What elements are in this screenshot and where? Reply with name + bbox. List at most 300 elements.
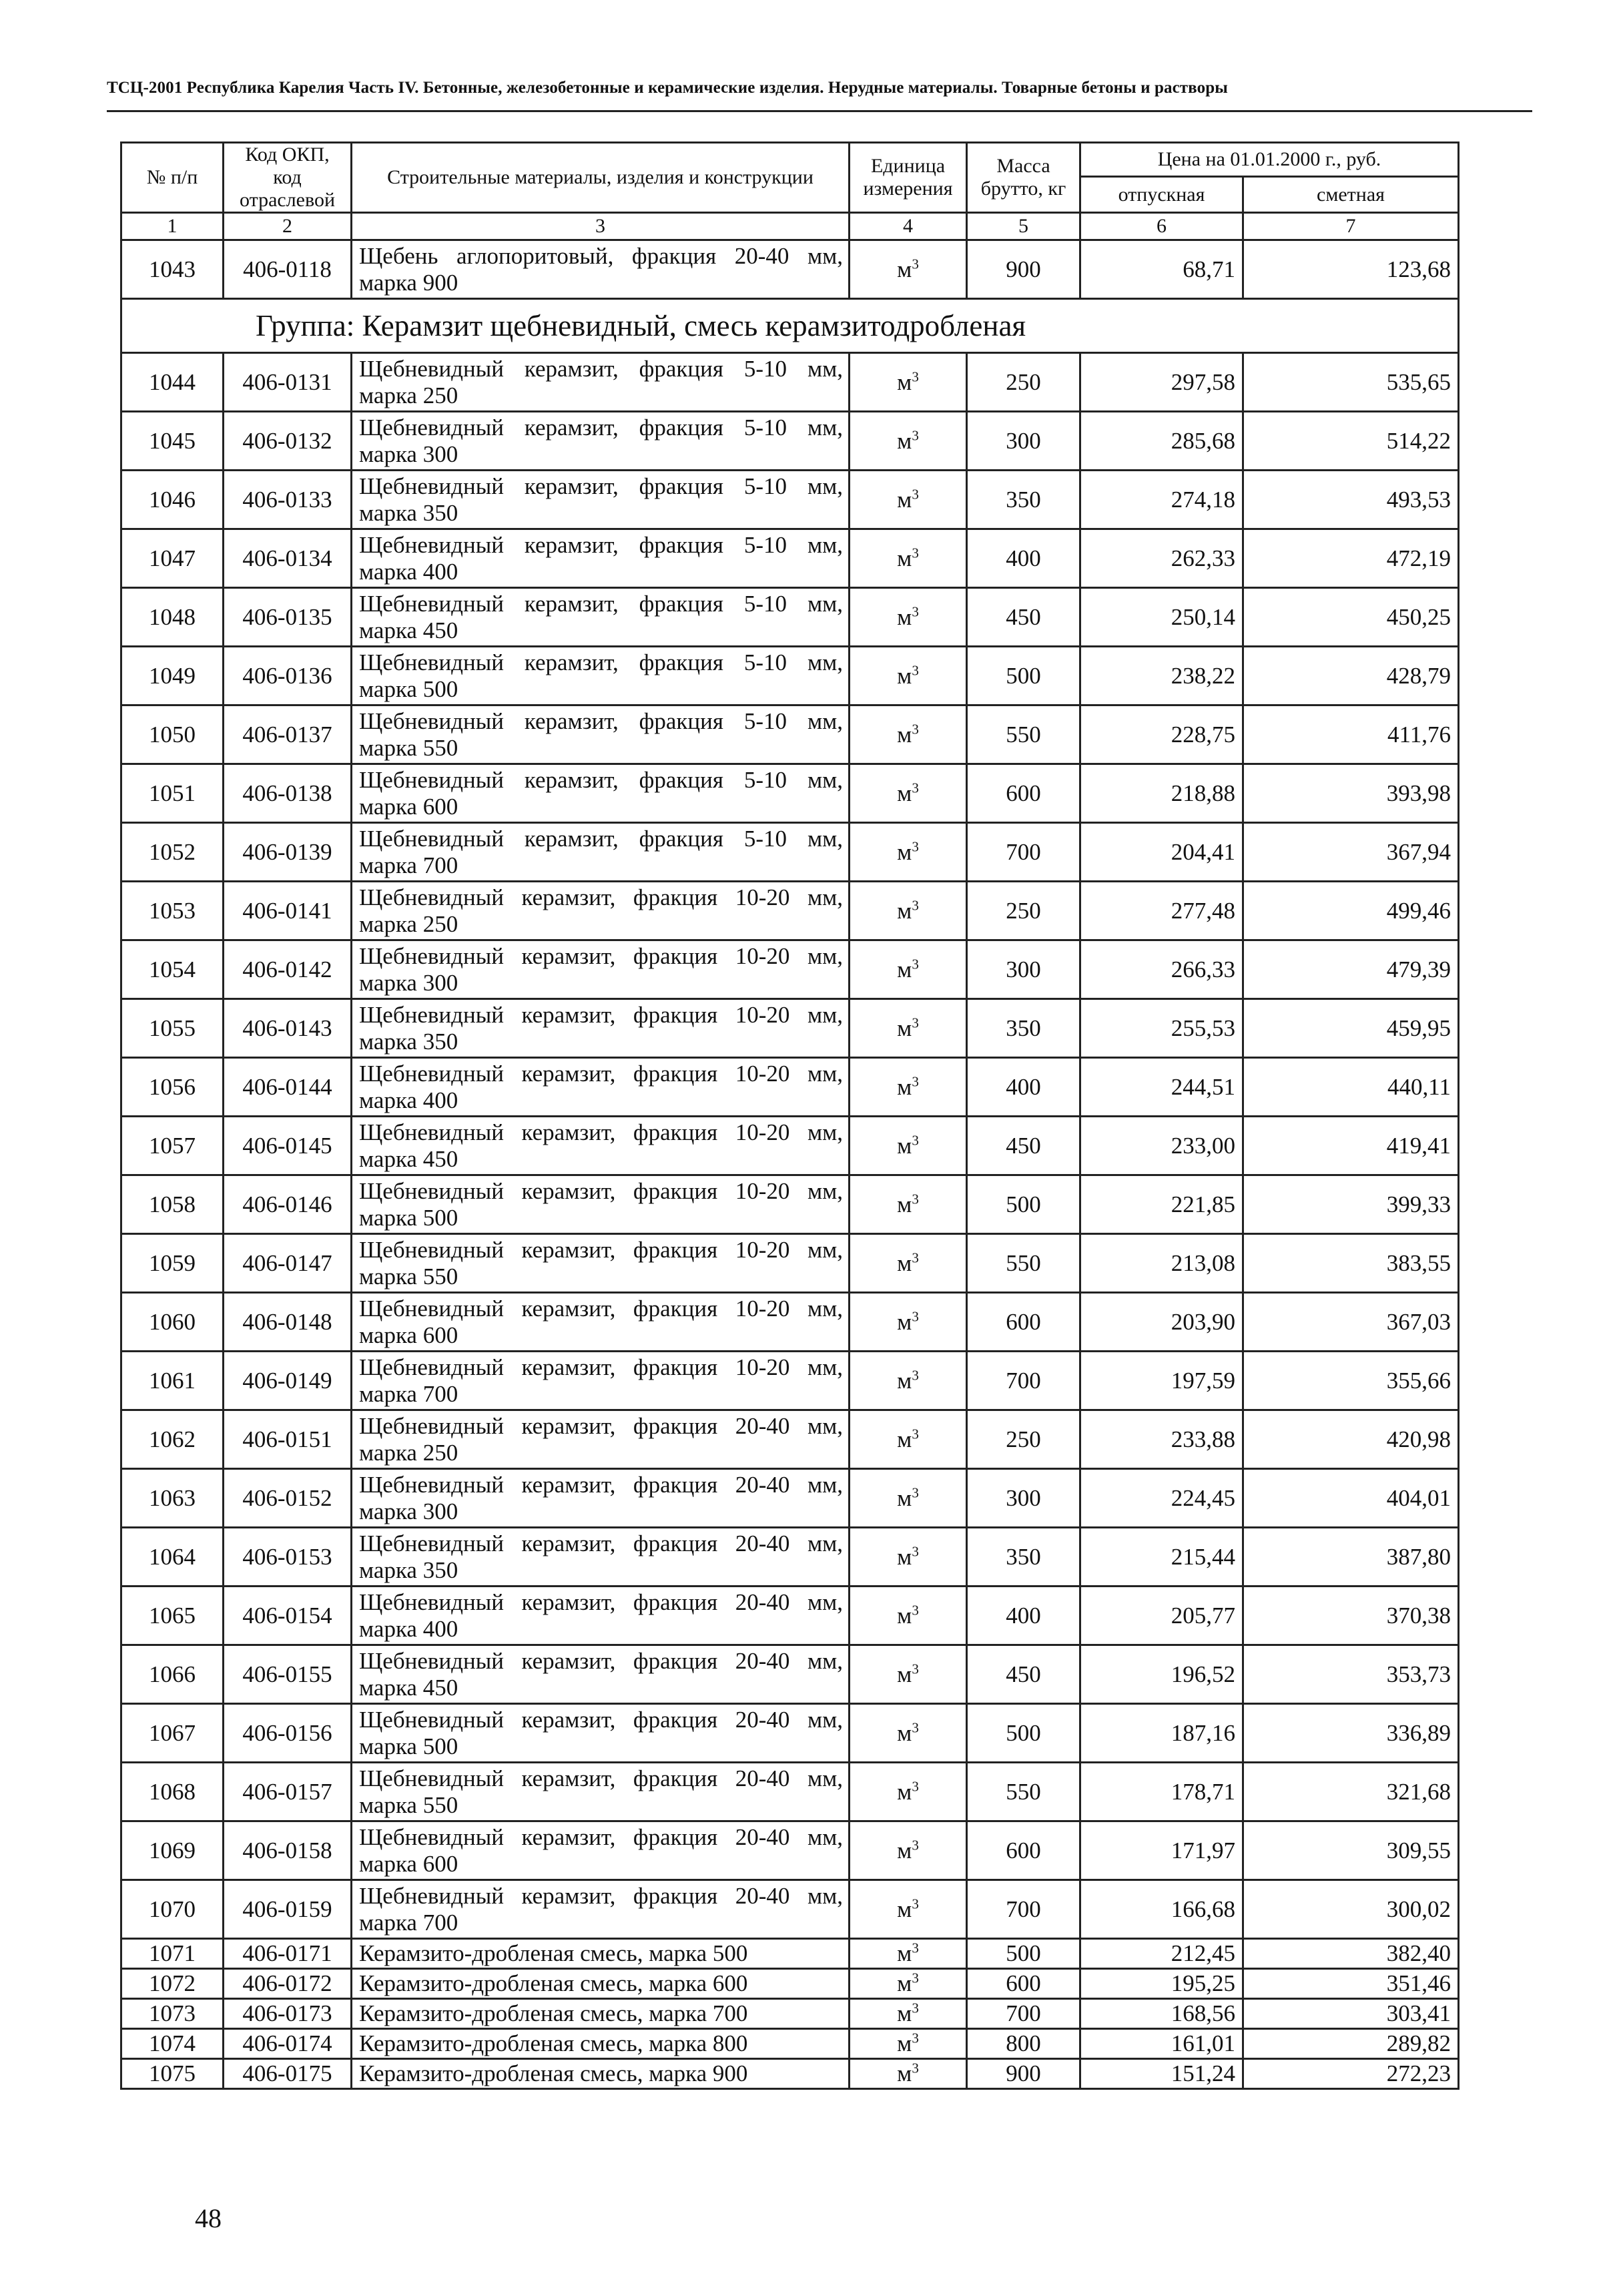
unit-base: м xyxy=(897,256,912,282)
cell-price-release: 238,22 xyxy=(1080,647,1243,705)
table-row xyxy=(121,353,1459,412)
cell-name: Щебневидный керамзит, фракция 20-40 мм, марка 700 xyxy=(352,1880,850,1939)
cell-num: 1054 xyxy=(121,940,224,999)
unit-exponent: 3 xyxy=(912,2030,919,2046)
table-row xyxy=(121,1587,1459,1645)
cell-code: 406-0134 xyxy=(224,529,352,588)
cell-price-release: 205,77 xyxy=(1080,1587,1243,1645)
unit-base: м xyxy=(897,486,912,513)
cell-num: 1060 xyxy=(121,1293,224,1352)
cell-code: 406-0151 xyxy=(224,1410,352,1469)
unit-base: м xyxy=(897,2060,912,2086)
unit-base: м xyxy=(897,2000,912,2026)
cell-num: 1053 xyxy=(121,882,224,940)
cell-price-release: 196,52 xyxy=(1080,1645,1243,1704)
cell-mass: 250 xyxy=(967,882,1080,940)
cell-price-release: 187,16 xyxy=(1080,1704,1243,1763)
cell-num: 1055 xyxy=(121,999,224,1058)
cell-num: 1072 xyxy=(121,1969,224,1999)
cell-num: 1046 xyxy=(121,471,224,529)
column-number: 6 xyxy=(1080,213,1243,240)
cell-unit xyxy=(850,1293,967,1352)
page-number: 48 xyxy=(195,2203,222,2233)
cell-name: Керамзито-дробленая смесь, марка 600 xyxy=(352,1969,850,1999)
cell-mass: 800 xyxy=(967,2029,1080,2059)
cell-code: 406-0137 xyxy=(224,705,352,764)
cell-price-release: 250,14 xyxy=(1080,588,1243,647)
cell-num: 1066 xyxy=(121,1645,224,1704)
unit-exponent: 3 xyxy=(912,661,919,678)
table-row xyxy=(121,1058,1459,1117)
cell-name: Щебневидный керамзит, фракция 20-40 мм, марка 350 xyxy=(352,1528,850,1587)
cell-price-estimate: 411,76 xyxy=(1243,705,1459,764)
unit-base: м xyxy=(897,427,912,454)
cell-code: 406-0156 xyxy=(224,1704,352,1763)
cell-unit xyxy=(850,2029,967,2059)
unit-base: м xyxy=(897,1132,912,1159)
cell-name: Щебневидный керамзит, фракция 10-20 мм, марка 450 xyxy=(352,1117,850,1175)
cell-price-estimate: 479,39 xyxy=(1243,940,1459,999)
cell-mass: 400 xyxy=(967,1587,1080,1645)
table-row xyxy=(121,1821,1459,1880)
cell-name: Щебневидный керамзит, фракция 5-10 мм, марка 700 xyxy=(352,823,850,882)
column-number: 1 xyxy=(121,213,224,240)
cell-price-release: 161,01 xyxy=(1080,2029,1243,2059)
unit-base: м xyxy=(897,1367,912,1394)
table-row xyxy=(121,940,1459,999)
cell-unit xyxy=(850,1175,967,1234)
unit-base: м xyxy=(897,603,912,630)
table-row xyxy=(121,1469,1459,1528)
cell-price-estimate: 493,53 xyxy=(1243,471,1459,529)
unit-exponent: 3 xyxy=(912,544,919,561)
unit-exponent: 3 xyxy=(912,1660,919,1677)
unit-base: м xyxy=(897,897,912,924)
cell-price-release: 255,53 xyxy=(1080,999,1243,1058)
cell-mass: 550 xyxy=(967,1234,1080,1293)
cell-num: 1065 xyxy=(121,1587,224,1645)
cell-num: 1068 xyxy=(121,1763,224,1821)
cell-price-estimate: 404,01 xyxy=(1243,1469,1459,1528)
unit-exponent: 3 xyxy=(912,1777,919,1794)
cell-unit xyxy=(850,471,967,529)
cell-price-estimate: 353,73 xyxy=(1243,1645,1459,1704)
column-number: 2 xyxy=(224,213,352,240)
cell-unit xyxy=(850,940,967,999)
unit-base: м xyxy=(897,2030,912,2056)
table-row xyxy=(121,1117,1459,1175)
unit-exponent: 3 xyxy=(912,955,919,972)
cell-name: Щебневидный керамзит, фракция 5-10 мм, марка 250 xyxy=(352,353,850,412)
cell-code: 406-0149 xyxy=(224,1352,352,1410)
cell-name: Щебневидный керамзит, фракция 20-40 мм, марка 550 xyxy=(352,1763,850,1821)
cell-name: Щебневидный керамзит, фракция 10-20 мм, марка 550 xyxy=(352,1234,850,1293)
table-row xyxy=(121,1293,1459,1352)
table-row xyxy=(121,823,1459,882)
unit-exponent: 3 xyxy=(912,1484,919,1500)
cell-name: Щебневидный керамзит, фракция 20-40 мм, марка 450 xyxy=(352,1645,850,1704)
cell-price-release: 244,51 xyxy=(1080,1058,1243,1117)
cell-code: 406-0171 xyxy=(224,1939,352,1969)
cell-mass: 300 xyxy=(967,940,1080,999)
table-row xyxy=(121,764,1459,823)
cell-unit xyxy=(850,1234,967,1293)
column-number: 4 xyxy=(850,213,967,240)
cell-name: Щебневидный керамзит, фракция 10-20 мм, марка 500 xyxy=(352,1175,850,1234)
unit-base: м xyxy=(897,1719,912,1746)
cell-code: 406-0155 xyxy=(224,1645,352,1704)
cell-num: 1064 xyxy=(121,1528,224,1587)
unit-base: м xyxy=(897,1191,912,1217)
cell-mass: 300 xyxy=(967,1469,1080,1528)
cell-mass: 350 xyxy=(967,471,1080,529)
unit-exponent: 3 xyxy=(912,720,919,737)
cell-price-release: 233,88 xyxy=(1080,1410,1243,1469)
cell-mass: 500 xyxy=(967,1175,1080,1234)
cell-num: 1070 xyxy=(121,1880,224,1939)
cell-name: Керамзито-дробленая смесь, марка 700 xyxy=(352,1999,850,2029)
cell-price-estimate: 499,46 xyxy=(1243,882,1459,940)
cell-price-release: 277,48 xyxy=(1080,882,1243,940)
cell-price-release: 68,71 xyxy=(1080,240,1243,299)
cell-name: Щебневидный керамзит, фракция 10-20 мм, марка 400 xyxy=(352,1058,850,1117)
table-row xyxy=(121,1969,1459,1999)
unit-base: м xyxy=(897,1484,912,1511)
cell-mass: 600 xyxy=(967,1969,1080,1999)
cell-mass: 550 xyxy=(967,705,1080,764)
cell-unit xyxy=(850,764,967,823)
table-row xyxy=(121,1999,1459,2029)
cell-price-release: 218,88 xyxy=(1080,764,1243,823)
cell-code: 406-0138 xyxy=(224,764,352,823)
cell-mass: 600 xyxy=(967,1293,1080,1352)
cell-name: Щебневидный керамзит, фракция 10-20 мм, марка 350 xyxy=(352,999,850,1058)
cell-name: Щебневидный керамзит, фракция 5-10 мм, марка 400 xyxy=(352,529,850,588)
unit-base: м xyxy=(897,662,912,689)
cell-price-estimate: 535,65 xyxy=(1243,353,1459,412)
table-row xyxy=(121,1645,1459,1704)
cell-unit xyxy=(850,1058,967,1117)
unit-exponent: 3 xyxy=(912,779,919,796)
cell-price-release: 221,85 xyxy=(1080,1175,1243,1234)
cell-code: 406-0147 xyxy=(224,1234,352,1293)
cell-price-estimate: 289,82 xyxy=(1243,2029,1459,2059)
cell-code: 406-0174 xyxy=(224,2029,352,2059)
unit-exponent: 3 xyxy=(912,1308,919,1324)
unit-base: м xyxy=(897,1837,912,1863)
running-header: ТСЦ-2001 Республика Карелия Часть IV. Бетонные, железобетонные и керамические изделия. Нерудные материалы. Товарные бетоны и растворы xyxy=(107,79,1228,97)
table-row xyxy=(121,1880,1459,1939)
cell-unit xyxy=(850,1821,967,1880)
cell-unit xyxy=(850,412,967,471)
unit-base: м xyxy=(897,368,912,395)
cell-unit xyxy=(850,1939,967,1969)
unit-exponent: 3 xyxy=(912,1719,919,1735)
cell-num: 1059 xyxy=(121,1234,224,1293)
cell-price-release: 266,33 xyxy=(1080,940,1243,999)
cell-mass: 350 xyxy=(967,1528,1080,1587)
cell-price-estimate: 420,98 xyxy=(1243,1410,1459,1469)
cell-unit xyxy=(850,1410,967,1469)
cell-mass: 700 xyxy=(967,1880,1080,1939)
cell-mass: 700 xyxy=(967,1352,1080,1410)
cell-unit xyxy=(850,882,967,940)
cell-num: 1075 xyxy=(121,2059,224,2089)
cell-name: Щебневидный керамзит, фракция 10-20 мм, марка 600 xyxy=(352,1293,850,1352)
cell-num: 1073 xyxy=(121,1999,224,2029)
cell-price-estimate: 321,68 xyxy=(1243,1763,1459,1821)
unit-exponent: 3 xyxy=(912,1014,919,1031)
cell-name: Керамзито-дробленая смесь, марка 500 xyxy=(352,1939,850,1969)
header-price-release: отпускная xyxy=(1080,177,1243,213)
cell-price-estimate: 351,46 xyxy=(1243,1969,1459,1999)
cell-num: 1044 xyxy=(121,353,224,412)
cell-name: Щебневидный керамзит, фракция 20-40 мм, марка 400 xyxy=(352,1587,850,1645)
unit-base: м xyxy=(897,1073,912,1100)
cell-code: 406-0141 xyxy=(224,882,352,940)
cell-price-estimate: 383,55 xyxy=(1243,1234,1459,1293)
cell-mass: 400 xyxy=(967,1058,1080,1117)
cell-name: Щебневидный керамзит, фракция 5-10 мм, марка 350 xyxy=(352,471,850,529)
unit-exponent: 3 xyxy=(912,1425,919,1442)
cell-unit xyxy=(850,1763,967,1821)
cell-code: 406-0136 xyxy=(224,647,352,705)
unit-exponent: 3 xyxy=(912,896,919,913)
cell-unit xyxy=(850,1352,967,1410)
header-name: Строительные материалы, изделия и конструкции xyxy=(352,143,850,213)
cell-price-estimate: 355,66 xyxy=(1243,1352,1459,1410)
cell-code: 406-0157 xyxy=(224,1763,352,1821)
header-code: Код ОКП, код отраслевой xyxy=(224,143,352,213)
header-price-estimate: сметная xyxy=(1243,177,1459,213)
cell-num: 1067 xyxy=(121,1704,224,1763)
unit-exponent: 3 xyxy=(912,2000,919,2016)
cell-code: 406-0118 xyxy=(224,240,352,299)
table-row xyxy=(121,647,1459,705)
cell-unit xyxy=(850,1880,967,1939)
unit-exponent: 3 xyxy=(912,1366,919,1383)
table-row xyxy=(121,1234,1459,1293)
cell-price-release: 224,45 xyxy=(1080,1469,1243,1528)
unit-base: м xyxy=(897,956,912,982)
unit-base: м xyxy=(897,1426,912,1452)
cell-unit xyxy=(850,999,967,1058)
cell-num: 1048 xyxy=(121,588,224,647)
unit-exponent: 3 xyxy=(912,368,919,384)
cell-mass: 250 xyxy=(967,1410,1080,1469)
cell-mass: 400 xyxy=(967,529,1080,588)
cell-price-estimate: 428,79 xyxy=(1243,647,1459,705)
cell-name: Щебневидный керамзит, фракция 10-20 мм, марка 300 xyxy=(352,940,850,999)
cell-num: 1050 xyxy=(121,705,224,764)
cell-name: Щебневидный керамзит, фракция 20-40 мм, марка 300 xyxy=(352,1469,850,1528)
cell-unit xyxy=(850,2059,967,2089)
cell-price-release: 171,97 xyxy=(1080,1821,1243,1880)
cell-code: 406-0132 xyxy=(224,412,352,471)
cell-price-estimate: 123,68 xyxy=(1243,240,1459,299)
cell-price-release: 178,71 xyxy=(1080,1763,1243,1821)
cell-price-estimate: 440,11 xyxy=(1243,1058,1459,1117)
cell-price-release: 204,41 xyxy=(1080,823,1243,882)
unit-base: м xyxy=(897,838,912,865)
group-row xyxy=(121,299,1459,353)
unit-base: м xyxy=(897,1015,912,1041)
cell-mass: 350 xyxy=(967,999,1080,1058)
cell-num: 1074 xyxy=(121,2029,224,2059)
cell-code: 406-0145 xyxy=(224,1117,352,1175)
unit-exponent: 3 xyxy=(912,1601,919,1618)
cell-price-release: 203,90 xyxy=(1080,1293,1243,1352)
header-mass: Масса брутто, кг xyxy=(967,143,1080,213)
cell-code: 406-0153 xyxy=(224,1528,352,1587)
table-row xyxy=(121,240,1459,299)
table-row xyxy=(121,1175,1459,1234)
cell-price-estimate: 367,03 xyxy=(1243,1293,1459,1352)
cell-name: Щебневидный керамзит, фракция 20-40 мм, марка 500 xyxy=(352,1704,850,1763)
cell-price-estimate: 387,80 xyxy=(1243,1528,1459,1587)
table-row xyxy=(121,412,1459,471)
unit-exponent: 3 xyxy=(912,1940,919,1956)
cell-num: 1049 xyxy=(121,647,224,705)
table-row xyxy=(121,1410,1459,1469)
cell-price-estimate: 309,55 xyxy=(1243,1821,1459,1880)
cell-num: 1052 xyxy=(121,823,224,882)
cell-mass: 450 xyxy=(967,588,1080,647)
cell-unit xyxy=(850,529,967,588)
unit-exponent: 3 xyxy=(912,1895,919,1912)
cell-price-release: 262,33 xyxy=(1080,529,1243,588)
cell-price-estimate: 382,40 xyxy=(1243,1939,1459,1969)
cell-mass: 450 xyxy=(967,1645,1080,1704)
cell-price-release: 215,44 xyxy=(1080,1528,1243,1587)
unit-exponent: 3 xyxy=(912,1190,919,1207)
cell-price-release: 297,58 xyxy=(1080,353,1243,412)
cell-unit xyxy=(850,588,967,647)
cell-name: Щебневидный керамзит, фракция 5-10 мм, марка 550 xyxy=(352,705,850,764)
cell-code: 406-0172 xyxy=(224,1969,352,1999)
column-number: 5 xyxy=(967,213,1080,240)
cell-num: 1061 xyxy=(121,1352,224,1410)
cell-mass: 250 xyxy=(967,353,1080,412)
cell-unit xyxy=(850,1117,967,1175)
unit-exponent: 3 xyxy=(912,1970,919,1986)
cell-code: 406-0131 xyxy=(224,353,352,412)
unit-base: м xyxy=(897,1249,912,1276)
column-number: 3 xyxy=(352,213,850,240)
cell-num: 1058 xyxy=(121,1175,224,1234)
unit-base: м xyxy=(897,1602,912,1629)
cell-price-release: 285,68 xyxy=(1080,412,1243,471)
cell-unit xyxy=(850,1528,967,1587)
cell-code: 406-0142 xyxy=(224,940,352,999)
unit-exponent: 3 xyxy=(912,1836,919,1853)
cell-mass: 500 xyxy=(967,647,1080,705)
unit-base: м xyxy=(897,1543,912,1570)
cell-code: 406-0139 xyxy=(224,823,352,882)
cell-name: Щебневидный керамзит, фракция 10-20 мм, марка 250 xyxy=(352,882,850,940)
cell-price-estimate: 336,89 xyxy=(1243,1704,1459,1763)
cell-unit xyxy=(850,353,967,412)
cell-price-release: 166,68 xyxy=(1080,1880,1243,1939)
cell-mass: 700 xyxy=(967,1999,1080,2029)
table-row xyxy=(121,588,1459,647)
cell-price-release: 213,08 xyxy=(1080,1234,1243,1293)
table-row xyxy=(121,1352,1459,1410)
cell-price-estimate: 514,22 xyxy=(1243,412,1459,471)
cell-code: 406-0144 xyxy=(224,1058,352,1117)
price-table xyxy=(120,141,1460,2090)
cell-mass: 450 xyxy=(967,1117,1080,1175)
cell-price-release: 212,45 xyxy=(1080,1939,1243,1969)
unit-base: м xyxy=(897,1308,912,1335)
cell-price-estimate: 459,95 xyxy=(1243,999,1459,1058)
cell-price-estimate: 272,23 xyxy=(1243,2059,1459,2089)
cell-mass: 700 xyxy=(967,823,1080,882)
column-number-row xyxy=(121,213,1459,240)
cell-mass: 900 xyxy=(967,240,1080,299)
unit-base: м xyxy=(897,545,912,571)
cell-code: 406-0158 xyxy=(224,1821,352,1880)
cell-num: 1071 xyxy=(121,1939,224,1969)
cell-num: 1062 xyxy=(121,1410,224,1469)
cell-unit xyxy=(850,647,967,705)
cell-price-estimate: 300,02 xyxy=(1243,1880,1459,1939)
unit-exponent: 3 xyxy=(912,838,919,854)
cell-price-estimate: 472,19 xyxy=(1243,529,1459,588)
cell-mass: 900 xyxy=(967,2059,1080,2089)
table-row xyxy=(121,1704,1459,1763)
cell-code: 406-0173 xyxy=(224,1999,352,2029)
cell-name: Щебневидный керамзит, фракция 5-10 мм, марка 300 xyxy=(352,412,850,471)
cell-num: 1043 xyxy=(121,240,224,299)
cell-price-estimate: 419,41 xyxy=(1243,1117,1459,1175)
cell-num: 1057 xyxy=(121,1117,224,1175)
cell-price-release: 168,56 xyxy=(1080,1999,1243,2029)
cell-code: 406-0175 xyxy=(224,2059,352,2089)
column-number: 7 xyxy=(1243,213,1459,240)
cell-price-estimate: 367,94 xyxy=(1243,823,1459,882)
cell-code: 406-0135 xyxy=(224,588,352,647)
cell-name: Керамзито-дробленая смесь, марка 800 xyxy=(352,2029,850,2059)
cell-price-estimate: 370,38 xyxy=(1243,1587,1459,1645)
cell-price-release: 195,25 xyxy=(1080,1969,1243,1999)
table-row xyxy=(121,1763,1459,1821)
table-row xyxy=(121,2059,1459,2089)
unit-exponent: 3 xyxy=(912,2060,919,2076)
unit-base: м xyxy=(897,1940,912,1966)
cell-code: 406-0148 xyxy=(224,1293,352,1352)
unit-exponent: 3 xyxy=(912,1249,919,1265)
cell-code: 406-0133 xyxy=(224,471,352,529)
cell-name: Щебневидный керамзит, фракция 10-20 мм, марка 700 xyxy=(352,1352,850,1410)
unit-exponent: 3 xyxy=(912,485,919,502)
cell-price-release: 274,18 xyxy=(1080,471,1243,529)
cell-unit xyxy=(850,1969,967,1999)
cell-name: Щебневидный керамзит, фракция 20-40 мм, марка 600 xyxy=(352,1821,850,1880)
table-row xyxy=(121,882,1459,940)
table-row xyxy=(121,705,1459,764)
header-price-group: Цена на 01.01.2000 г., руб. xyxy=(1080,143,1459,177)
cell-price-estimate: 393,98 xyxy=(1243,764,1459,823)
unit-exponent: 3 xyxy=(912,1131,919,1148)
cell-unit xyxy=(850,705,967,764)
cell-name: Керамзито-дробленая смесь, марка 900 xyxy=(352,2059,850,2089)
cell-price-estimate: 303,41 xyxy=(1243,1999,1459,2029)
unit-exponent: 3 xyxy=(912,255,919,272)
header-num: № п/п xyxy=(121,143,224,213)
unit-base: м xyxy=(897,1661,912,1687)
cell-mass: 600 xyxy=(967,764,1080,823)
